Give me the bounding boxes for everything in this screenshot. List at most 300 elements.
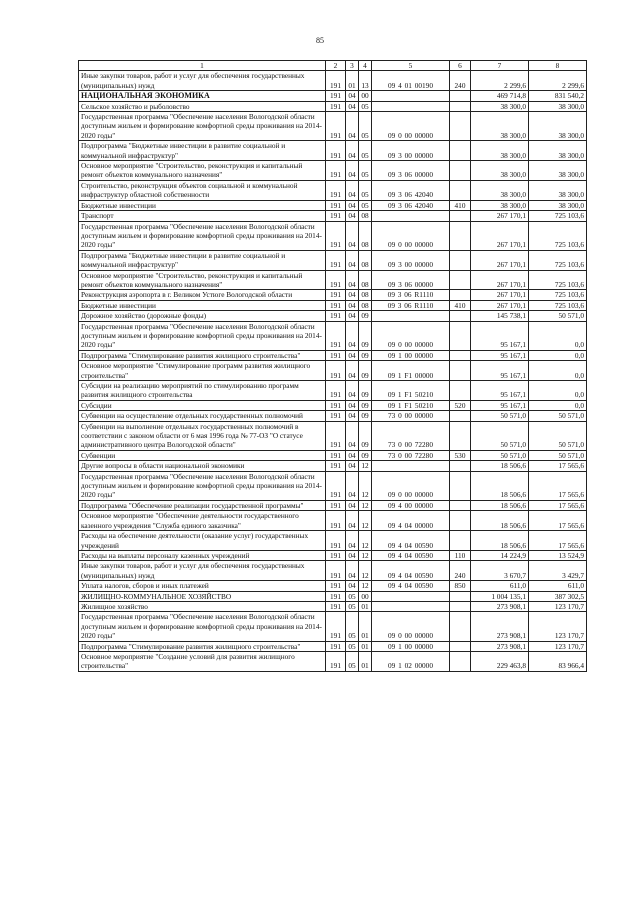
table-row [79, 601, 587, 611]
ministry-code-cell: 191 [326, 361, 346, 381]
expense-name-cell: Субсидии на реализацию мероприятий по стимулированию программ развития жилищного строительства [79, 381, 326, 401]
expense-name-cell: Реконструкция аэропорта в г. Великом Устюге Вологодской области [79, 290, 326, 300]
subsection-code-cell: 09 [359, 421, 372, 450]
amount-year-1-cell: 267 170,1 [471, 300, 529, 310]
amount-year-1-cell: 145 738,1 [471, 311, 529, 321]
ministry-code-cell: 191 [326, 601, 346, 611]
amount-year-1-cell: 95 167,1 [471, 361, 529, 381]
ministry-code-cell: 191 [326, 461, 346, 471]
table-row [79, 411, 587, 421]
subsection-code-cell: 12 [359, 511, 372, 531]
subsection-code-cell: 05 [359, 161, 372, 181]
expense-type-cell [450, 161, 471, 181]
section-code-cell: 04 [346, 581, 359, 591]
expense-type-cell [450, 411, 471, 421]
target-article-cell: 73 0 00 72280 [372, 421, 450, 450]
section-code-cell: 05 [346, 601, 359, 611]
target-article-cell: 73 0 00 00000 [372, 411, 450, 421]
expense-name-cell: Государственная программа "Обеспечение населения Вологодской области доступным жильем и формирование комфортной среды проживания на 2014-2020 годы" [79, 471, 326, 500]
target-article-cell: 09 0 00 00000 [372, 112, 450, 141]
amount-year-1-cell: 18 506,6 [471, 471, 529, 500]
section-code-cell: 05 [346, 612, 359, 641]
section-code-cell: 04 [346, 112, 359, 141]
amount-year-2-cell: 17 565,6 [529, 511, 587, 531]
target-article-cell: 09 1 F1 00000 [372, 361, 450, 381]
subsection-code-cell: 00 [359, 591, 372, 601]
expense-name-cell: Подпрограмма "Стимулирование развития жилищного строительства" [79, 350, 326, 360]
expense-type-cell [450, 471, 471, 500]
target-article-cell: 09 3 00 00000 [372, 141, 450, 161]
amount-year-1-cell: 267 170,1 [471, 211, 529, 221]
ministry-code-cell: 191 [326, 381, 346, 401]
amount-year-1-cell: 469 714,8 [471, 91, 529, 101]
table-row [79, 421, 587, 450]
subsection-code-cell: 09 [359, 411, 372, 421]
subsection-code-cell: 00 [359, 91, 372, 101]
table-row [79, 461, 587, 471]
amount-year-2-cell: 38 300,0 [529, 141, 587, 161]
subsection-code-cell: 08 [359, 290, 372, 300]
section-code-cell: 04 [346, 531, 359, 551]
ministry-code-cell: 191 [326, 270, 346, 290]
section-code-cell: 04 [346, 550, 359, 560]
amount-year-1-cell: 273 908,1 [471, 641, 529, 651]
target-article-cell: 09 4 04 00590 [372, 561, 450, 581]
subsection-code-cell: 08 [359, 211, 372, 221]
expense-name-cell: Подпрограмма "Бюджетные инвестиции в развитие социальной и коммунальной инфраструктур" [79, 141, 326, 161]
subsection-code-cell: 09 [359, 450, 372, 460]
amount-year-2-cell: 725 103,6 [529, 250, 587, 270]
target-article-cell: 09 1 F1 50210 [372, 400, 450, 410]
ministry-code-cell: 191 [326, 71, 346, 91]
ministry-code-cell: 191 [326, 531, 346, 551]
target-article-cell: 09 1 00 00000 [372, 641, 450, 651]
table-row [79, 531, 587, 551]
section-code-cell: 04 [346, 101, 359, 111]
column-header: 8 [529, 61, 587, 71]
subsection-code-cell: 12 [359, 550, 372, 560]
expense-name-cell: Подпрограмма "Стимулирование развития жилищного строительства" [79, 641, 326, 651]
target-article-cell: 09 0 00 00000 [372, 471, 450, 500]
table-row [79, 321, 587, 350]
amount-year-2-cell: 17 565,6 [529, 531, 587, 551]
section-code-cell: 04 [346, 180, 359, 200]
target-article-cell: 09 1 F1 50210 [372, 381, 450, 401]
amount-year-2-cell: 38 300,0 [529, 112, 587, 141]
expense-type-cell: 530 [450, 450, 471, 460]
expense-name-cell: Государственная программа "Обеспечение населения Вологодской области доступным жильем и формирование комфортной среды проживания на 2014-2020 годы" [79, 321, 326, 350]
subsection-code-cell: 01 [359, 601, 372, 611]
section-code-cell: 04 [346, 141, 359, 161]
amount-year-1-cell: 18 506,6 [471, 511, 529, 531]
expense-name-cell: Бюджетные инвестиции [79, 300, 326, 310]
table-row [79, 221, 587, 250]
table-row [79, 581, 587, 591]
amount-year-2-cell: 387 302,5 [529, 591, 587, 601]
expense-type-cell [450, 221, 471, 250]
target-article-cell: 09 0 00 00000 [372, 321, 450, 350]
section-code-cell: 04 [346, 300, 359, 310]
expense-type-cell [450, 112, 471, 141]
amount-year-2-cell: 0,0 [529, 350, 587, 360]
target-article-cell: 09 4 04 00590 [372, 581, 450, 591]
table-row [79, 450, 587, 460]
section-code-cell: 04 [346, 321, 359, 350]
column-header: 5 [372, 61, 450, 71]
table-row [79, 612, 587, 641]
section-code-cell: 04 [346, 561, 359, 581]
amount-year-2-cell: 3 429,7 [529, 561, 587, 581]
target-article-cell [372, 591, 450, 601]
amount-year-2-cell: 611,0 [529, 581, 587, 591]
expense-type-cell [450, 500, 471, 510]
section-code-cell: 04 [346, 221, 359, 250]
table-row [79, 200, 587, 210]
target-article-cell: 09 4 04 00590 [372, 550, 450, 560]
expense-type-cell: 240 [450, 71, 471, 91]
table-row [79, 550, 587, 560]
expense-name-cell: Другие вопросы в области национальной экономики [79, 461, 326, 471]
amount-year-1-cell: 2 299,6 [471, 71, 529, 91]
amount-year-2-cell: 50 571,0 [529, 411, 587, 421]
subsection-code-cell: 01 [359, 612, 372, 641]
subsection-code-cell: 09 [359, 350, 372, 360]
column-header: 6 [450, 61, 471, 71]
expense-type-cell [450, 461, 471, 471]
subsection-code-cell: 09 [359, 361, 372, 381]
expense-type-cell [450, 601, 471, 611]
section-code-cell: 04 [346, 421, 359, 450]
section-code-cell: 05 [346, 651, 359, 671]
expense-type-cell: 850 [450, 581, 471, 591]
amount-year-2-cell: 38 300,0 [529, 200, 587, 210]
expense-type-cell [450, 101, 471, 111]
amount-year-2-cell: 0,0 [529, 361, 587, 381]
ministry-code-cell: 191 [326, 550, 346, 560]
table-row [79, 471, 587, 500]
amount-year-1-cell: 611,0 [471, 581, 529, 591]
amount-year-1-cell: 50 571,0 [471, 450, 529, 460]
table-row [79, 361, 587, 381]
amount-year-2-cell: 725 103,6 [529, 300, 587, 310]
amount-year-1-cell: 267 170,1 [471, 221, 529, 250]
section-code-cell: 04 [346, 250, 359, 270]
section-code-cell: 04 [346, 461, 359, 471]
budget-table-body [79, 61, 587, 672]
expense-type-cell [450, 270, 471, 290]
table-row [79, 71, 587, 91]
expense-type-cell [450, 141, 471, 161]
table-row [79, 141, 587, 161]
subsection-code-cell: 09 [359, 400, 372, 410]
expense-type-cell [450, 311, 471, 321]
ministry-code-cell: 191 [326, 221, 346, 250]
expense-type-cell: 410 [450, 200, 471, 210]
expense-type-cell [450, 531, 471, 551]
table-row [79, 500, 587, 510]
amount-year-1-cell: 267 170,1 [471, 270, 529, 290]
expense-name-cell: Расходы на обеспечение деятельности (оказание услуг) государственных учреждений [79, 531, 326, 551]
section-code-cell: 04 [346, 381, 359, 401]
table-row [79, 511, 587, 531]
section-code-cell: 04 [346, 511, 359, 531]
ministry-code-cell: 191 [326, 141, 346, 161]
amount-year-2-cell: 50 571,0 [529, 450, 587, 460]
section-code-cell: 04 [346, 450, 359, 460]
amount-year-2-cell: 38 300,0 [529, 180, 587, 200]
ministry-code-cell: 191 [326, 300, 346, 310]
target-article-cell: 09 1 00 00000 [372, 350, 450, 360]
table-row [79, 211, 587, 221]
target-article-cell: 09 4 04 00000 [372, 511, 450, 531]
expense-name-cell: ЖИЛИЩНО-КОММУНАЛЬНОЕ ХОЗЯЙСТВО [79, 591, 326, 601]
amount-year-2-cell: 0,0 [529, 321, 587, 350]
expense-type-cell [450, 612, 471, 641]
ministry-code-cell: 191 [326, 180, 346, 200]
subsection-code-cell: 12 [359, 531, 372, 551]
ministry-code-cell: 191 [326, 581, 346, 591]
target-article-cell [372, 311, 450, 321]
subsection-code-cell: 05 [359, 141, 372, 161]
ministry-code-cell: 191 [326, 200, 346, 210]
ministry-code-cell: 191 [326, 211, 346, 221]
table-row [79, 101, 587, 111]
section-code-cell: 04 [346, 500, 359, 510]
table-row [79, 300, 587, 310]
expense-name-cell: Основное мероприятие "Стимулирование программ развития жилищного строительства" [79, 361, 326, 381]
ministry-code-cell: 191 [326, 101, 346, 111]
target-article-cell: 09 4 04 00590 [372, 531, 450, 551]
table-row [79, 641, 587, 651]
expense-type-cell [450, 421, 471, 450]
ministry-code-cell: 191 [326, 321, 346, 350]
amount-year-2-cell: 83 966,4 [529, 651, 587, 671]
table-row [79, 400, 587, 410]
amount-year-2-cell: 0,0 [529, 400, 587, 410]
amount-year-1-cell: 38 300,0 [471, 200, 529, 210]
subsection-code-cell: 08 [359, 250, 372, 270]
section-code-cell: 04 [346, 270, 359, 290]
amount-year-1-cell: 38 300,0 [471, 180, 529, 200]
amount-year-1-cell: 229 463,8 [471, 651, 529, 671]
ministry-code-cell: 191 [326, 511, 346, 531]
expense-type-cell: 240 [450, 561, 471, 581]
ministry-code-cell: 191 [326, 311, 346, 321]
target-article-cell: 73 0 00 72280 [372, 450, 450, 460]
amount-year-2-cell: 50 571,0 [529, 311, 587, 321]
subsection-code-cell: 13 [359, 71, 372, 91]
ministry-code-cell: 191 [326, 411, 346, 421]
amount-year-1-cell: 18 506,6 [471, 500, 529, 510]
section-code-cell: 04 [346, 311, 359, 321]
table-row [79, 91, 587, 101]
target-article-cell: 09 3 06 00000 [372, 161, 450, 181]
table-row [79, 180, 587, 200]
column-header: 1 [79, 61, 326, 71]
expense-name-cell: Уплата налогов, сборов и иных платежей [79, 581, 326, 591]
expense-type-cell [450, 321, 471, 350]
amount-year-1-cell: 50 571,0 [471, 411, 529, 421]
target-article-cell: 09 4 01 00190 [372, 71, 450, 91]
expense-name-cell: Подпрограмма "Бюджетные инвестиции в развитие социальной и коммунальной инфраструктур" [79, 250, 326, 270]
table-row [79, 561, 587, 581]
section-code-cell: 04 [346, 400, 359, 410]
expense-name-cell: Субсидии [79, 400, 326, 410]
column-header: 2 [326, 61, 346, 71]
amount-year-2-cell: 123 170,7 [529, 641, 587, 651]
table-row [79, 270, 587, 290]
section-code-cell: 04 [346, 350, 359, 360]
amount-year-2-cell: 13 524,9 [529, 550, 587, 560]
expense-name-cell: Государственная программа "Обеспечение населения Вологодской области доступным жильем и формирование комфортной среды проживания на 2014-2020 годы" [79, 612, 326, 641]
ministry-code-cell: 191 [326, 161, 346, 181]
target-article-cell [372, 461, 450, 471]
table-row [79, 381, 587, 401]
expense-type-cell [450, 350, 471, 360]
subsection-code-cell: 05 [359, 112, 372, 141]
expense-type-cell [450, 180, 471, 200]
expense-type-cell [450, 511, 471, 531]
subsection-code-cell: 12 [359, 581, 372, 591]
target-article-cell: 09 0 00 00000 [372, 221, 450, 250]
expense-name-cell: Жилищное хозяйство [79, 601, 326, 611]
amount-year-2-cell: 50 571,0 [529, 421, 587, 450]
ministry-code-cell: 191 [326, 561, 346, 581]
subsection-code-cell: 12 [359, 471, 372, 500]
target-article-cell: 09 3 06 42040 [372, 180, 450, 200]
target-article-cell: 09 3 06 00000 [372, 270, 450, 290]
ministry-code-cell: 191 [326, 91, 346, 101]
expense-type-cell [450, 641, 471, 651]
section-code-cell: 01 [346, 71, 359, 91]
expense-name-cell: Иные закупки товаров, работ и услуг для обеспечения государственных (муниципальных) нужд [79, 561, 326, 581]
amount-year-1-cell: 14 224,9 [471, 550, 529, 560]
amount-year-1-cell: 3 670,7 [471, 561, 529, 581]
expense-name-cell: Субвенции на выполнение отдельных государственных полномочий в соответствии с законом области от 6 мая 1996 года № 77-ОЗ "О статусе административного центра Вологодской области" [79, 421, 326, 450]
table-row [79, 161, 587, 181]
expense-type-cell: 410 [450, 300, 471, 310]
ministry-code-cell: 191 [326, 290, 346, 300]
expense-type-cell: 110 [450, 550, 471, 560]
ministry-code-cell: 191 [326, 471, 346, 500]
expense-name-cell: НАЦИОНАЛЬНАЯ ЭКОНОМИКА [79, 91, 326, 101]
subsection-code-cell: 08 [359, 270, 372, 290]
amount-year-2-cell: 831 540,2 [529, 91, 587, 101]
ministry-code-cell: 191 [326, 612, 346, 641]
ministry-code-cell: 191 [326, 641, 346, 651]
expense-name-cell: Основное мероприятие "Строительство, реконструкция и капитальный ремонт объектов коммунального назначения" [79, 270, 326, 290]
subsection-code-cell: 01 [359, 641, 372, 651]
amount-year-1-cell: 38 300,0 [471, 101, 529, 111]
subsection-code-cell: 09 [359, 321, 372, 350]
expense-name-cell: Сельское хозяйство и рыболовство [79, 101, 326, 111]
ministry-code-cell: 191 [326, 500, 346, 510]
amount-year-2-cell: 17 565,6 [529, 471, 587, 500]
amount-year-1-cell: 95 167,1 [471, 350, 529, 360]
expense-type-cell [450, 381, 471, 401]
table-row [79, 591, 587, 601]
ministry-code-cell: 191 [326, 421, 346, 450]
subsection-code-cell: 05 [359, 101, 372, 111]
ministry-code-cell: 191 [326, 112, 346, 141]
expense-name-cell: Дорожное хозяйство (дорожные фонды) [79, 311, 326, 321]
amount-year-1-cell: 267 170,1 [471, 290, 529, 300]
amount-year-2-cell: 0,0 [529, 381, 587, 401]
expense-type-cell [450, 361, 471, 381]
target-article-cell [372, 601, 450, 611]
column-header: 3 [346, 61, 359, 71]
expense-name-cell: Основное мероприятие "Строительство, реконструкция и капитальный ремонт объектов коммунального назначения" [79, 161, 326, 181]
ministry-code-cell: 191 [326, 450, 346, 460]
amount-year-1-cell: 38 300,0 [471, 141, 529, 161]
ministry-code-cell: 191 [326, 400, 346, 410]
target-article-cell: 09 3 00 00000 [372, 250, 450, 270]
section-code-cell: 04 [346, 91, 359, 101]
section-code-cell: 04 [346, 411, 359, 421]
expense-name-cell: Бюджетные инвестиции [79, 200, 326, 210]
amount-year-2-cell: 38 300,0 [529, 161, 587, 181]
target-article-cell: 09 3 06 R1110 [372, 290, 450, 300]
table-row [79, 290, 587, 300]
amount-year-1-cell: 95 167,1 [471, 381, 529, 401]
amount-year-2-cell: 17 565,6 [529, 461, 587, 471]
amount-year-1-cell: 1 004 135,1 [471, 591, 529, 601]
section-code-cell: 04 [346, 211, 359, 221]
amount-year-2-cell: 725 103,6 [529, 270, 587, 290]
table-row [79, 350, 587, 360]
subsection-code-cell: 12 [359, 461, 372, 471]
column-header: 7 [471, 61, 529, 71]
subsection-code-cell: 09 [359, 311, 372, 321]
expense-name-cell: Субвенции на осуществление отдельных государственных полномочий [79, 411, 326, 421]
expense-type-cell [450, 250, 471, 270]
amount-year-2-cell: 17 565,6 [529, 500, 587, 510]
amount-year-2-cell: 2 299,6 [529, 71, 587, 91]
amount-year-2-cell: 725 103,6 [529, 221, 587, 250]
expense-name-cell: Субвенции [79, 450, 326, 460]
amount-year-1-cell: 18 506,6 [471, 461, 529, 471]
amount-year-1-cell: 95 167,1 [471, 321, 529, 350]
target-article-cell [372, 211, 450, 221]
section-code-cell: 04 [346, 290, 359, 300]
subsection-code-cell: 08 [359, 300, 372, 310]
expense-name-cell: Государственная программа "Обеспечение населения Вологодской области доступным жильем и формирование комфортной среды проживания на 2014-2020 годы" [79, 221, 326, 250]
expense-type-cell [450, 211, 471, 221]
subsection-code-cell: 05 [359, 200, 372, 210]
expense-type-cell: 520 [450, 400, 471, 410]
section-code-cell: 05 [346, 591, 359, 601]
amount-year-2-cell: 725 103,6 [529, 290, 587, 300]
table-row [79, 311, 587, 321]
ministry-code-cell: 191 [326, 651, 346, 671]
expense-name-cell: Расходы на выплаты персоналу казенных учреждений [79, 550, 326, 560]
section-code-cell: 04 [346, 471, 359, 500]
ministry-code-cell: 191 [326, 591, 346, 601]
expense-name-cell: Государственная программа "Обеспечение населения Вологодской области доступным жильем и формирование комфортной среды проживания на 2014-2020 годы" [79, 112, 326, 141]
ministry-code-cell: 191 [326, 250, 346, 270]
target-article-cell [372, 101, 450, 111]
amount-year-2-cell: 123 170,7 [529, 612, 587, 641]
expense-type-cell [450, 591, 471, 601]
target-article-cell: 09 3 06 42040 [372, 200, 450, 210]
expense-name-cell: Основное мероприятие "Создание условий для развития жилищного строительства" [79, 651, 326, 671]
amount-year-2-cell: 123 170,7 [529, 601, 587, 611]
amount-year-1-cell: 50 571,0 [471, 421, 529, 450]
section-code-cell: 04 [346, 161, 359, 181]
expense-name-cell: Транспорт [79, 211, 326, 221]
column-header: 4 [359, 61, 372, 71]
amount-year-1-cell: 267 170,1 [471, 250, 529, 270]
